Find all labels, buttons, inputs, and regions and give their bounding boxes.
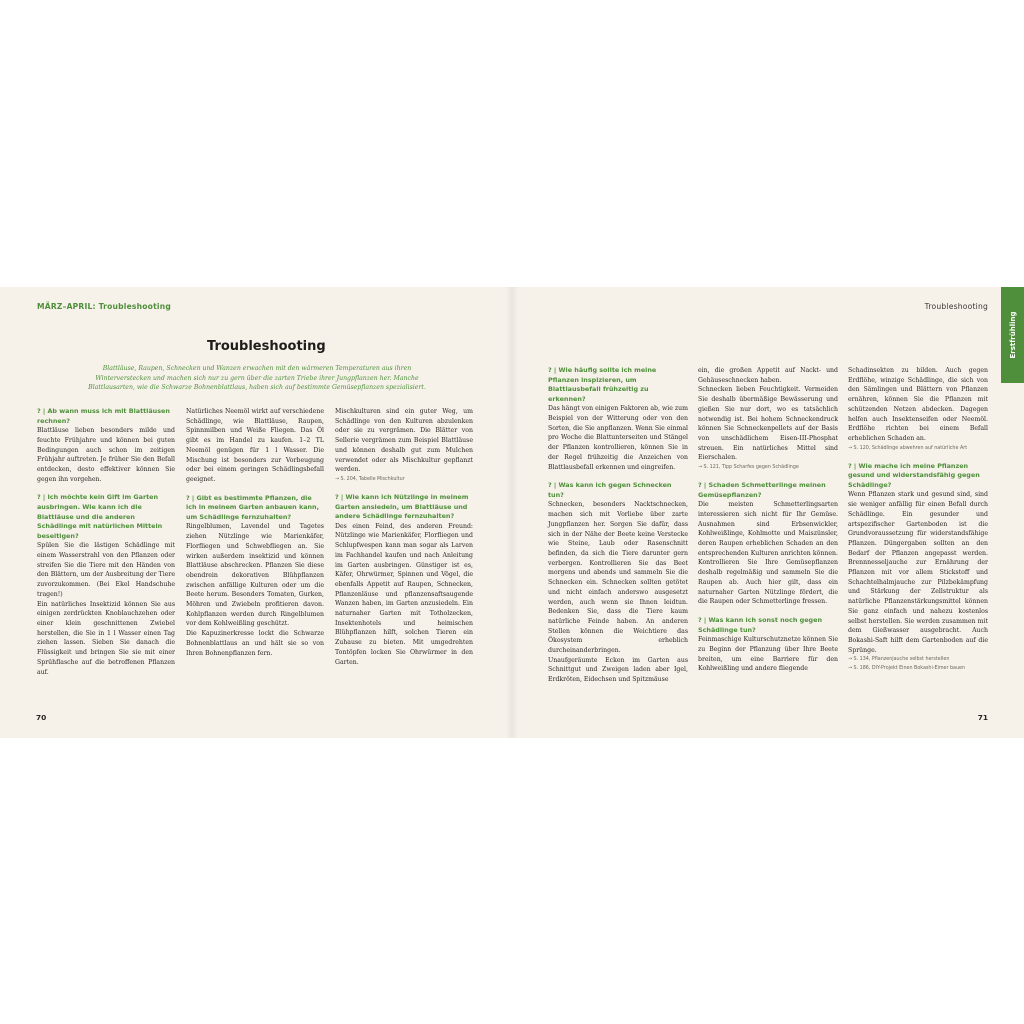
answer-text: Unaufgeräumte Ecken im Garten aus Schnittgut und Zweigen laden aber Igel, Erdkröten, Eidechsen und Spitzmäuse <box>548 656 688 684</box>
left-column-3 <box>335 407 473 667</box>
chapter-tab-label: Erstfrühling <box>1008 311 1017 359</box>
answer-text: Spülen Sie die lästigen Schädlinge mit einem Wasserstrahl von den Pflanzen oder streifen Sie die Tiere mit den Händen von den Blättern, um der Ausbreitung der Tiere zuvorzukommen. (Bei Ekel Handschuhe tragen!) <box>37 542 175 598</box>
answer-text: Die Kapuzinerkresse lockt die Schwarze Bohnenblattlaus an und hält sie so von Ihren Bohnenpflanzen fern. <box>186 630 324 657</box>
answer-text: Die meisten Schmetterlingsarten interessieren sich nicht für Ihr Gemüse. Ausnahmen sind Erbsenwickler, Kohlweißlinge, Kohlmotte und Maiszünsler, deren Raupen erheblichen Schaden an den entsprechenden Kulturen anrichten können. Kontrollieren Sie Ihre Gemüsepflanzen deshalb regelmäßig und sammeln Sie die Raupen ab. Auch hier gilt, dass ein naturnaher Garten Nützlinge fördert, die die Raupen oder Schmetterlinge fressen. <box>698 501 838 606</box>
right-column-3 <box>848 366 988 673</box>
question-heading: ? | Wie mache ich meine Pflanzen gesund und widerstandsfähig gegen Schädlinge? <box>848 461 980 489</box>
cross-reference[interactable]: → S. 186, DIY-Projekt Einen Bokashi-Eimer bauen <box>848 666 966 672</box>
answer-text: Wenn Pflanzen stark und gesund sind, sind sie weniger anfällig für einen Befall durch Schädlinge. Ein gesunder und artspezifischer Gartenboden ist die Grundvoraussetzung für widerstandsfähige Pflanzen. Düngergaben sollten an den Bedarf der Pflanzen angepasst werden. Brennnesseljauche zur Ernährung der Pflanzen mit vor allem Stickstoff und Schachtelhalmjauche zur Pilzbekämpfung und Stärkung der Zellstruktur als natürliche Pflanzenstärkungsmittel können Sie ganz einfach und nahezu kostenlos selbst herstellen. Sie werden zusammen mit dem Gießwasser ausgebracht. Auch Bokashi-Saft hilft dem Gartenboden auf die Sprünge. <box>848 491 988 654</box>
question-heading: ? | Ab wann muss ich mit Blattläusen rechnen? <box>37 407 170 425</box>
page-number-right: 71 <box>977 713 988 722</box>
cross-reference[interactable]: → S. 204, Tabelle Mischkultur <box>335 476 405 482</box>
answer-text: Feinmaschige Kulturschutznetze können Sie zu Beginn der Pflanzung über Ihre Beete breiten, um eine Barriere für den Kohlweißling und andere fliegende <box>698 636 838 673</box>
answer-text: Mischkulturen sind ein guter Weg, um Schädlinge von den Kulturen abzulenken oder sie zu vergrämen. Die Blätter von Sellerie vergrämen zum Beispiel Blattläuse und können deshalb gut zum Mulchen verwendet oder als Mischkultur gepflanzt werden. <box>335 408 473 474</box>
book-spread <box>0 287 1024 738</box>
page-number-left: 70 <box>36 713 47 722</box>
left-page <box>0 287 512 738</box>
answer-text: Blattläuse lieben besonders milde und feuchte Frühjahre und können bei guten Bedingungen auch schon im zeitigen Frühjahr auftreten. Je früher Sie den Befall entdecken, desto effektiver können Sie gegen ihn vorgehen. <box>37 427 175 483</box>
answer-text: ein, die großen Appetit auf Nackt- und Gehäuseschnecken haben. <box>698 367 838 384</box>
cross-reference[interactable]: → S. 120, Schädlinge abwehren auf natürliche Art <box>848 445 968 451</box>
right-page <box>512 287 1024 738</box>
question-heading: ? | Ich möchte kein Gift im Garten ausbringen. Wie kann ich die Blattläuse und die anderen Schädlinge mit natürlichen Mitteln beseitigen? <box>37 493 163 540</box>
right-column-2 <box>698 366 838 674</box>
answer-text: Schnecken, besonders Nacktschnecken, machen sich mit Vorliebe über zarte Jungpflanzen her. Sorgen Sie dafür, dass sich in der Nähe der Beete keine Verstecke wie Steine, Laub oder Rasenschnitt befinden, da sich die Tiere darunter gern verbergen. Kontrollieren Sie das Beet morgens und abends und sammeln Sie die Schnecken ein. Schnecken sollten getötet und nicht einfach anderswo ausgesetzt werden, auch wenn sie Ihnen leidtun. Bedenken Sie, dass die Tiere kaum natürliche Feinde haben. An anderen Stellen können die Weichtiere das Ökosystem erheblich durcheinanderbringen. <box>548 501 688 655</box>
answer-text: Ringelblumen, Lavendel und Tagetes ziehen Nützlinge wie Marienkäfer, Florfliegen und Schwebfliegen an. Sie wirken außerdem insektizid und können Blattläuse abschrecken. Pflanzen Sie diese obendrein dekorativen Blühpflanzen zwischen anfällige Kulturen oder um die Beete herum. Besonders Tomaten, Gurken, Möhren und Zwiebeln profitieren davon. Kohlpflanzen werden durch Ringelblumen vor dem Kohlweißling geschützt. <box>186 523 324 628</box>
left-column-2 <box>186 407 324 658</box>
answer-text: Schnecken lieben Feuchtigkeit. Vermeiden Sie deshalb übermäßige Bewässerung und gießen Sie nur dort, wo es tatsächlich notwendig ist. Bei hohem Schneckendruck können Sie Schneckenpellets auf der Basis von unschädlichem Eisen-III-Phosphat streuen. Ein natürliches Mittel sind Eierschalen. <box>698 386 838 462</box>
answer-text: Natürliches Neemöl wirkt auf verschiedene Schädlinge, wie Blattläuse, Raupen, Spinnmilben und Weiße Fliegen. Das Öl gibt es im Handel zu kaufen. 1–2 TL Neemöl genügen für 1 l Wasser. Die Mischung ist besonders zur Vorbeugung oder bei einem geringen Schädlingsbefall geeignet. <box>186 408 324 483</box>
left-column-1 <box>37 407 175 677</box>
cross-reference[interactable]: → S. 121, Tipp Scharfes gegen Schädlinge <box>698 465 799 471</box>
answer-text: Ein natürliches Insektizid können Sie aus einigen zerdrückten Knoblauchzehen oder einer klein geschnittenen Zwiebel herstellen, die Sie in 1 l Wasser einen Tag ziehen lassen. Sieben Sie danach die Flüssigkeit und bringen Sie sie mit einer Sprühflasche auf die betroffenen Pflanzen auf. <box>37 600 175 676</box>
question-heading: ? | Was kann ich gegen Schnecken tun? <box>548 481 672 499</box>
intro-text: Blattläuse, Raupen, Schnecken und Wanzen erwachen mit den wärmeren Temperaturen aus ihren Winterverstecken und machen sich nur zu gern über die zarten Triebe ihrer Jungpflanzen her. Manche Blattlausarten, wie die Schwarze Bohnenblattlaus, haben sich auf bestimmte Gemüsepflanzen spezialisiert. <box>88 365 426 392</box>
running-head-left: MÄRZ–APRIL: Troubleshooting <box>37 302 171 311</box>
question-heading: ? | Wie kann ich Nützlinge in meinem Garten ansiedeln, um Blattläuse und andere Schädlinge fernzuhalten? <box>335 492 469 521</box>
question-heading: ? | Was kann ich sonst noch gegen Schädlinge tun? <box>698 615 822 634</box>
page-title: Troubleshooting <box>207 339 326 354</box>
answer-text: Schadinsekten zu bilden. Auch gegen Erdflöhe, winzige Schädlinge, die sich von den Sämlingen und Blättern von Pflanzen ernähren, können Sie die Pflanzen mit schützenden Netzen abdecken. Dagegen helfen auch Insektenseifen oder Neemöl. Erdflöhe richten bei einem Befall erheblichen Schaden an. <box>848 367 988 442</box>
running-head-right: Troubleshooting <box>924 302 988 311</box>
question-heading: ? | Wie häufig sollte ich meine Pflanzen inspizieren, um Blattlausbefall frühzeitig zu erkennen? <box>548 366 657 403</box>
chapter-tab <box>1001 287 1024 383</box>
right-column-1 <box>548 366 688 685</box>
answer-text: Das hängt von einigen Faktoren ab, wie zum Beispiel von der Witterung oder von den Sorten, die Sie anpflanzen. Wenn Sie einmal pro Woche die Blattunterseiten und Stängel der Pflanzen kontrollieren, können Sie in der Regel frühzeitig die Anzeichen von Blattlausbefall erkennen und eingreifen. <box>548 405 688 471</box>
question-heading: ? | Gibt es bestimmte Pflanzen, die ich in meinem Garten anbauen kann, um Schädlinge fernzuhalten? <box>186 493 320 521</box>
question-heading: ? | Schaden Schmetterlinge meinen Gemüsepflanzen? <box>698 481 826 499</box>
answer-text: Des einen Feind, des anderen Freund: Nützlinge wie Marienkäfer, Florfliegen und Schlupfwespen kann man sogar als Larven im Fachhandel kaufen und nach Anleitung im Garten ausbringen. Günstiger ist es, Käfer, Ohrwürmer, Spinnen und Vögel, die ebenfalls Appetit auf Raupen, Schnecken, Pflanzenläuse und pflanzensaftsaugende Wanzen haben, im Garten anzusiedeln. Ein naturnaher Garten mit Totholzecken, Insektenhotels und heimischen Blühpflanzen hilft, solchen Tieren ein Zuhause zu bieten. Mit umgedrehten Tontöpfen locken Sie Ohrwürmer in den Garten. <box>335 522 473 666</box>
cross-reference[interactable]: → S. 134, Pflanzenjauche selbst herstellen <box>848 657 950 663</box>
